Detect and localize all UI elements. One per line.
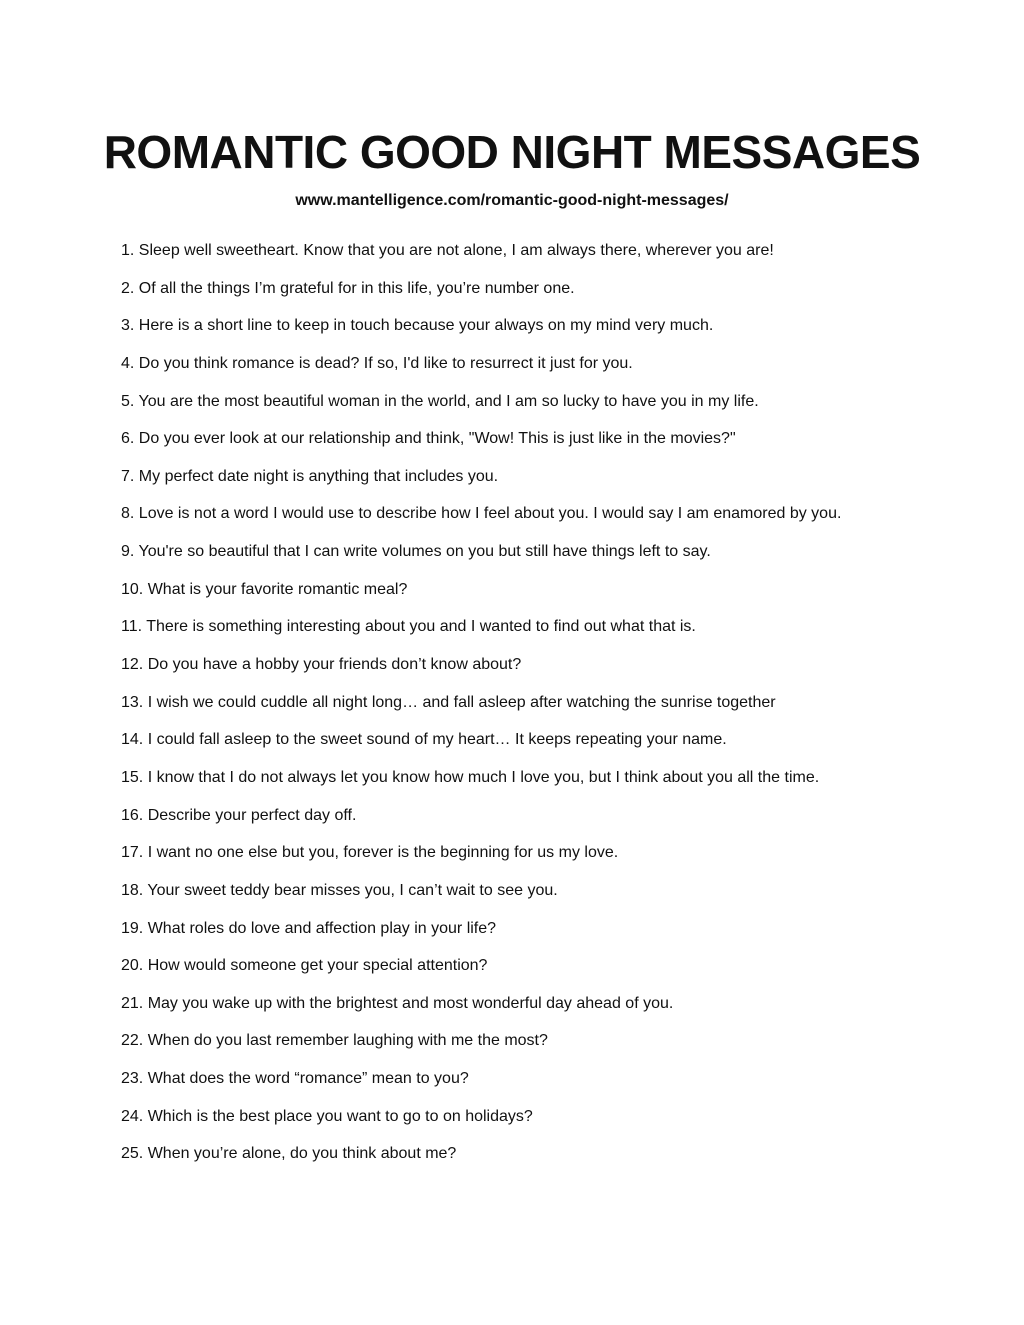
list-item: 6. Do you ever look at our relationship and think, "Wow! This is just like in the movies?" bbox=[121, 430, 736, 448]
list-item: 14. I could fall asleep to the sweet sound of my heart… It keeps repeating your name. bbox=[121, 731, 727, 749]
list-item: 22. When do you last remember laughing with me the most? bbox=[121, 1032, 548, 1050]
list-item: 8. Love is not a word I would use to describe how I feel about you. I would say I am enamored by you. bbox=[121, 505, 842, 523]
list-item: 18. Your sweet teddy bear misses you, I can’t wait to see you. bbox=[121, 881, 558, 899]
list-item: 10. What is your favorite romantic meal? bbox=[121, 580, 408, 598]
list-item: 1. Sleep well sweetheart. Know that you are not alone, I am always there, wherever you are! bbox=[121, 242, 774, 259]
list-item: 17. I want no one else but you, forever is the beginning for us my love. bbox=[121, 844, 619, 862]
list-item: 2. Of all the things I’m grateful for in this life, you’re number one. bbox=[121, 279, 575, 297]
list-item: 20. How would someone get your special attention? bbox=[121, 957, 488, 975]
list-item: 24. Which is the best place you want to go to on holidays? bbox=[121, 1107, 533, 1125]
list-item: 16. Describe your perfect day off. bbox=[121, 806, 357, 824]
list-item: 13. I wish we could cuddle all night long… and fall asleep after watching the sunrise together bbox=[121, 693, 776, 711]
list-item: 25. When you’re alone, do you think about me? bbox=[121, 1145, 457, 1163]
list-item: 23. What does the word “romance” mean to you? bbox=[121, 1070, 469, 1088]
list-item: 21. May you wake up with the brightest and most wonderful day ahead of you. bbox=[121, 994, 674, 1012]
source-url: www.mantelligence.com/romantic-good-night-messages/ bbox=[295, 192, 729, 209]
list-item: 9. You're so beautiful that I can write volumes on you but still have things left to say. bbox=[121, 543, 711, 561]
list-item: 3. Here is a short line to keep in touch because your always on my mind very much. bbox=[121, 317, 714, 335]
list-item: 12. Do you have a hobby your friends don’t know about? bbox=[121, 656, 522, 674]
message-list bbox=[121, 239, 921, 1180]
list-item: 15. I know that I do not always let you know how much I love you, but I think about you all the time. bbox=[121, 768, 820, 786]
list-item: 19. What roles do love and affection play in your life? bbox=[121, 919, 497, 937]
page-title: ROMANTIC GOOD NIGHT MESSAGES bbox=[103, 126, 921, 178]
list-item: 11. There is something interesting about you and I wanted to find out what that is. bbox=[121, 618, 696, 636]
list-item: 4. Do you think romance is dead? If so, I'd like to resurrect it just for you. bbox=[121, 354, 633, 372]
list-item: 5. You are the most beautiful woman in the world, and I am so lucky to have you in my life. bbox=[121, 392, 759, 410]
list-item: 7. My perfect date night is anything that includes you. bbox=[121, 467, 499, 485]
